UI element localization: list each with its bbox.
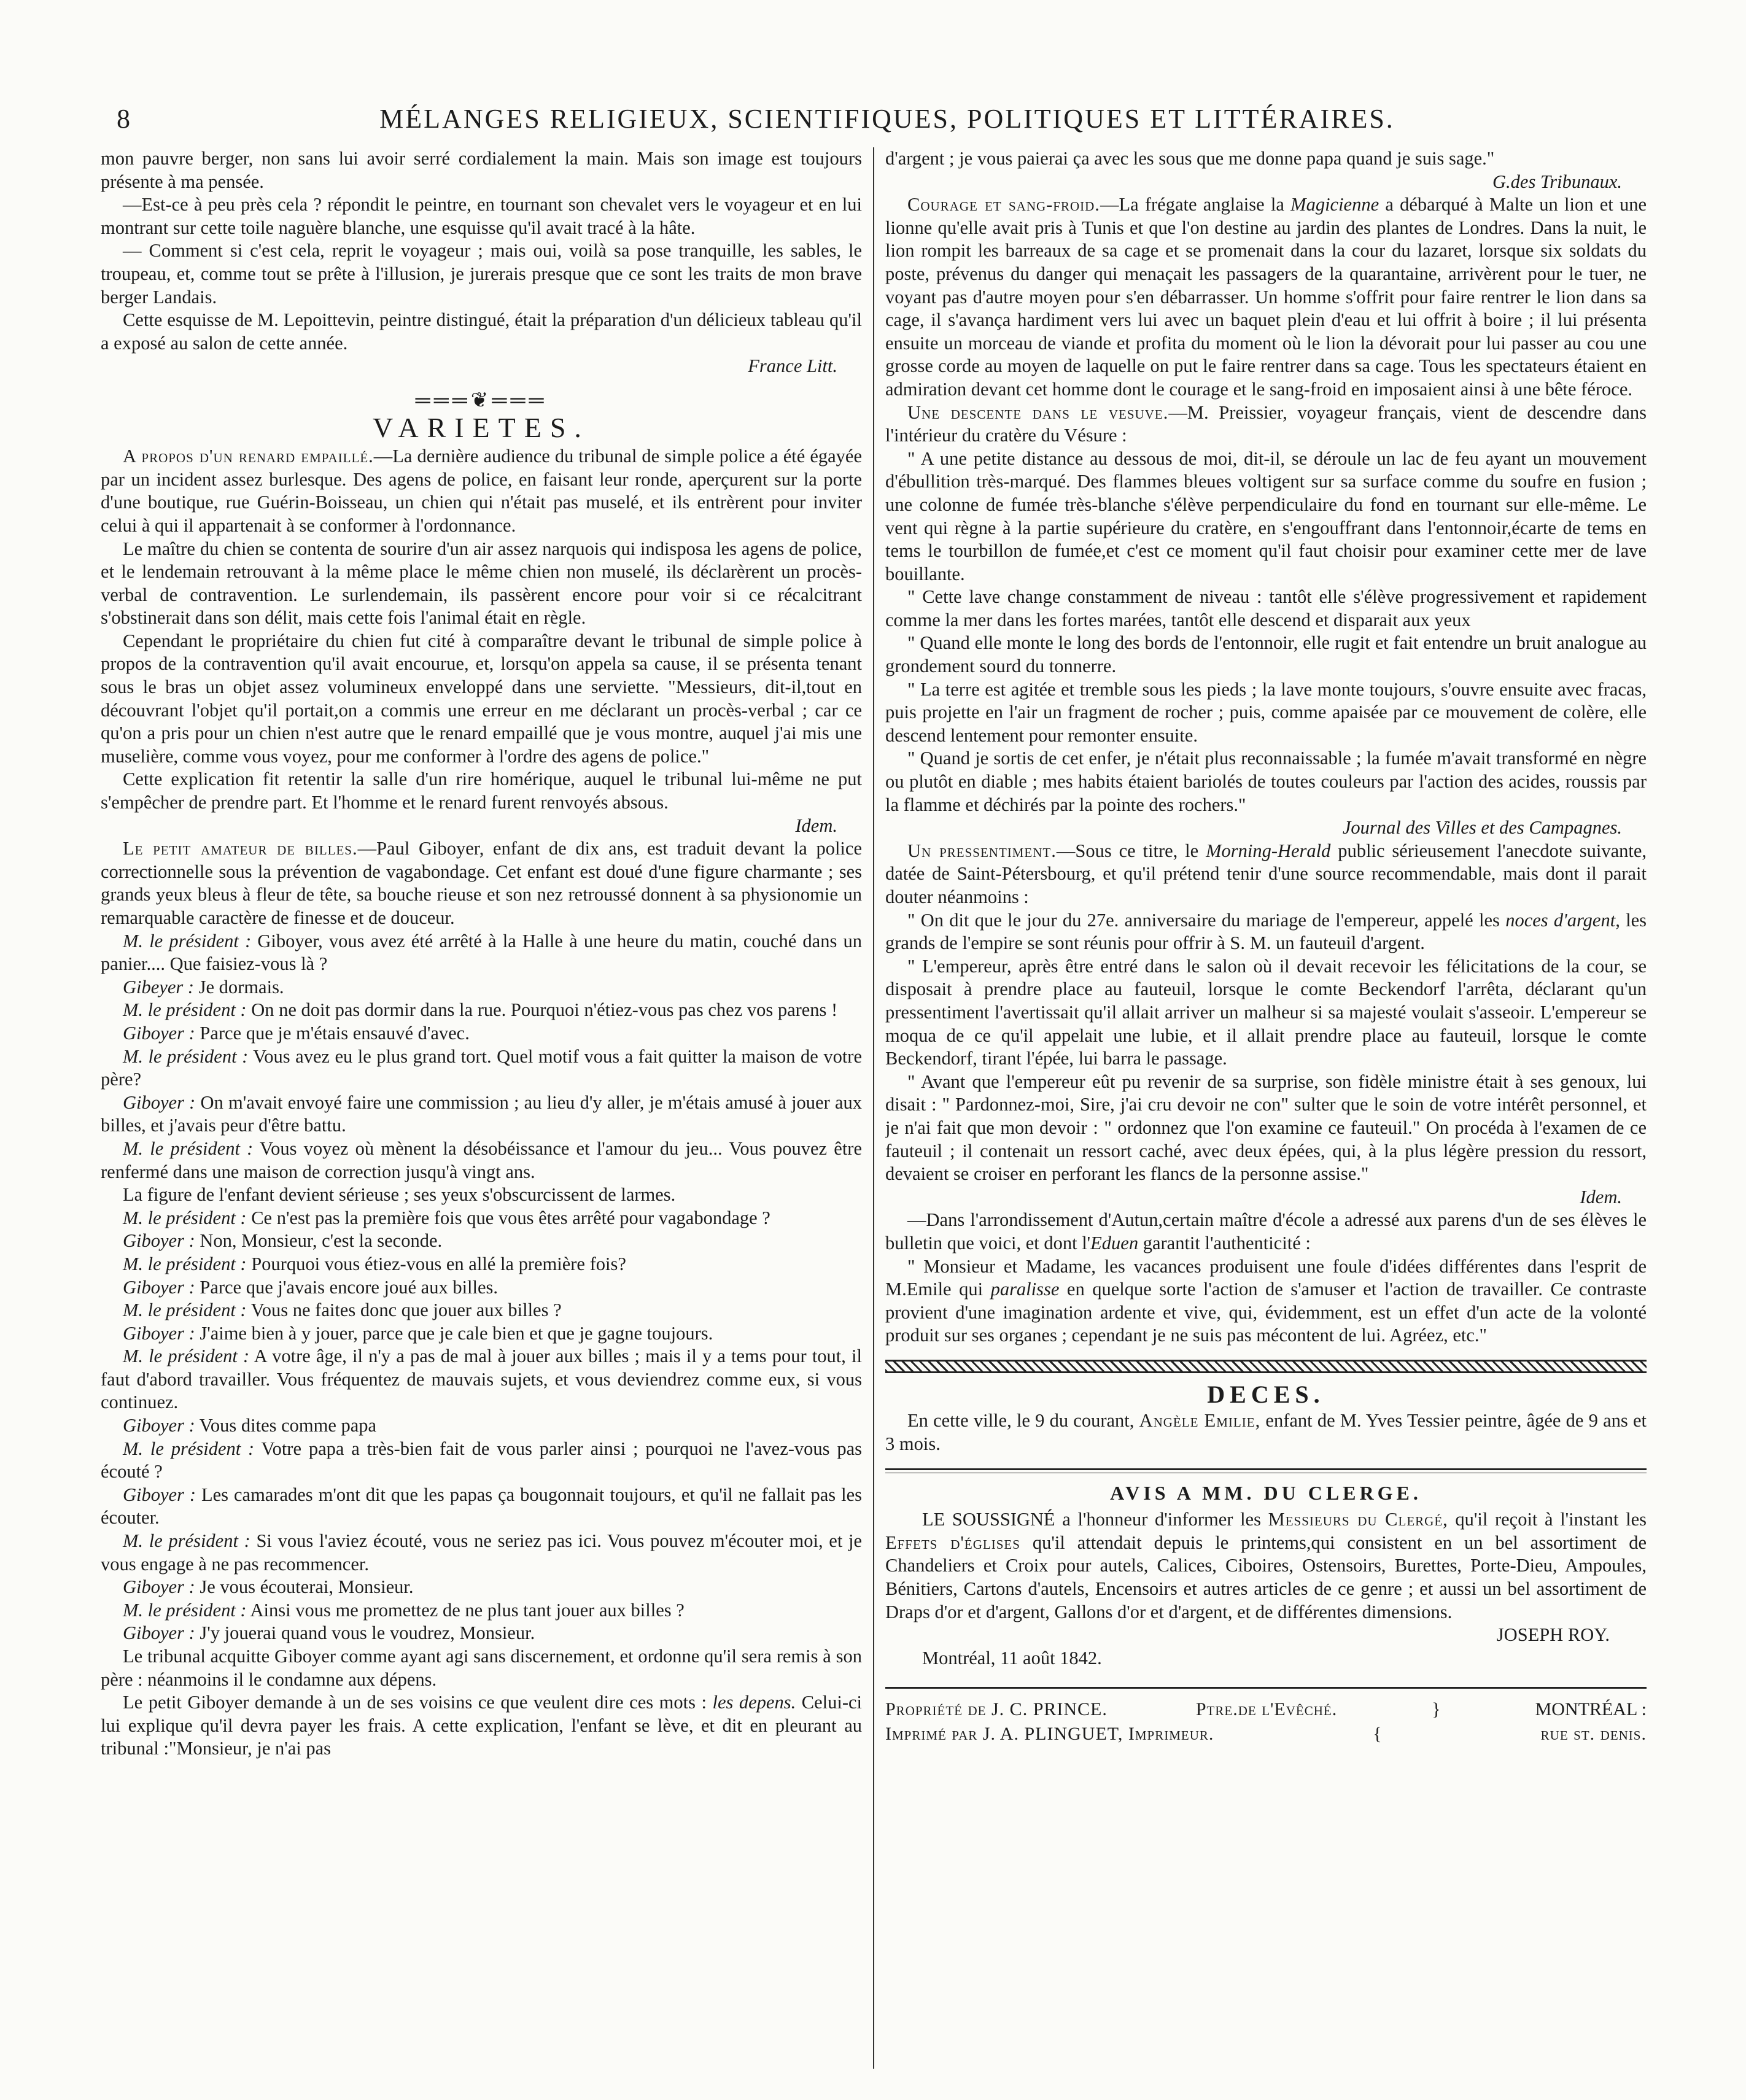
- paragraph: mon pauvre berger, non sans lui avoir serré cordialement la main. Mais son image est toujours présente à ma pensée.: [101, 148, 862, 192]
- paragraph: —Est-ce à peu près cela ? répondit le peintre, en tournant son chevalet vers le voyageur et en lui montrant sur cette toile naguère blanche, une esquisse qu'il avait tracé à la hâte.: [101, 194, 862, 238]
- paragraph: " Monsieur et Madame, les vacances produisent une foule d'idées différentes dans l'esprit de M.Emile qui paralisse en quelque sorte l'action de s'amuser et l'action de travailler. Ce contraste provient d'une imagination ardente et vive, qui, évidemment, est un effet d'un acte de la volonté produit sur ses organes ; cependant je ne suis pas mécontent de lui. Agréez, etc.": [885, 1255, 1647, 1346]
- ornamental-rule: [885, 1360, 1647, 1373]
- article-heading: Un pressentiment.: [907, 840, 1057, 861]
- paragraph: " Cette lave change constamment de niveau : tantôt elle s'élève progressivement et rapidement comme la mer dans les fortes marées, tantôt elle descend et disparait aux yeux: [885, 586, 1647, 630]
- paragraph: " Quand je sortis de cet enfer, je n'était plus reconnaissable ; la fumée m'avait transformé en nègre ou plutôt en diable ; mes habits étaient bariolés de toutes couleurs par l'action des acides, roussis par la flamme et déchirés par la pointe des rochers.": [885, 748, 1647, 815]
- article-heading: A propos d'un renard empaillé.: [123, 446, 374, 467]
- paragraph: Cependant le propriétaire du chien fut cité à comparaître devant le tribunal de simple police à propos de la contravention qu'il avait encourue, et, lorsqu'on appela sa cause, il se présenta tenant sous le bras un objet assez volumineux enveloppé dans une serviette. "Messieurs, dit-il,tout en découvrant l'objet qu'il portait,on a commis une erreur en me déclarant un procès-verbal ; car ce qu'on a pris pour un chien n'est autre que le renard empaillé que je vous montre, auquel j'ai mis une muselière, comme vous voyez, pour me conformer à l'ordre des agens de police.": [101, 630, 862, 767]
- dialogue-line: Giboyer : J'y jouerai quand vous le voudrez, Monsieur.: [123, 1622, 535, 1644]
- source-signature: Idem.: [795, 815, 837, 836]
- source-signature: Journal des Villes et des Campagnes.: [1342, 817, 1622, 839]
- notice-date: Montréal, 11 août 1842.: [922, 1647, 1102, 1668]
- article-courage: Courage et sang-froid.—La frégate anglaise la Magicienne a débarqué à Malte un lion et une lionne qu'elle avait pris à Tunis et que l'on destine au jardin des plantes de Londres. Dans la nuit, le lion rompit les barreaux de sa cage et se promenait dans la cour du lazaret, lorsque six soldats du poste, prévenus du danger qui menaçait les passagers de la quarantaine, arrivèrent pour le tuer, ne voyant pas d'autre moyen pour s'en débarrasser. Un homme s'offrit pour faire rentrer le lion dans sa cage, il s'avança hardiment vers lui avec un baquet plein d'eau et lui offrit à boire ; il lui présenta ensuite un morceau de viande et profita du moment où le lion la dévorait pour lui passer au cou une grosse corde au moyen de laquelle on put le faire rentrer dans sa cage. Tous les spectateurs étaient en admiration devant cet homme dont le courage et le sang-froid en imposaient ainsi à une bête féroce.: [885, 194, 1647, 400]
- imprint-city: MONTRÉAL :: [1535, 1699, 1647, 1720]
- running-head: [117, 103, 1658, 140]
- article-heading: Une descente dans le vesuve.: [907, 401, 1169, 423]
- imprint: [885, 1687, 1647, 1746]
- imprint-row: [885, 1697, 1647, 1722]
- imprint-address: Ptre.de l'Evêché.: [1195, 1699, 1338, 1720]
- right-column: [885, 147, 1647, 2069]
- paragraph: " L'empereur, après être entré dans le salon où il devait recevoir les félicitations de la cour, se disposait à prendre place au fauteuil, lorsque le comte Beckendorf l'arrêta, déclarant qu'un pressentiment l'avertissait qu'il allait arriver un malheur si sa majesté voulait s'asseoir. L'empereur se moqua de ce qu'il appelait une lubie, et il allait prendre place au fauteuil, lorsque le comte Beckendorf, tirant l'épée, lui barra le passage.: [885, 955, 1647, 1069]
- paragraph: Le maître du chien se contenta de sourire d'un air assez narquois qui indisposa les agens de police, et le lendemain retrouvant à la même place le même chien non muselé, ils déclarèrent un procès-verbal de contravention. Le surlendemain, ils passèrent encore pour voir si ce récalcitrant s'obstinerait dans son délit, mais cette fois l'animal était en règle.: [101, 538, 862, 629]
- dialogue-line: M. le président : Vous ne faites donc que jouer aux billes ?: [123, 1300, 562, 1321]
- dialogue-line: Giboyer : J'aime bien à y jouer, parce que je cale bien et que je gagne toujours.: [123, 1322, 713, 1344]
- paragraph: Le tribunal acquitte Giboyer comme ayant agi sans discernement, et ordonne qu'il sera remis à son père : néanmoins il le condamne aux dépens.: [101, 1646, 862, 1690]
- journal-title: MÉLANGES RELIGIEUX, SCIENTIFIQUES, POLITIQUES ET LITTÉRAIRES.: [379, 104, 1395, 134]
- paragraph: " Quand elle monte le long des bords de l'entonnoir, elle rugit et fait entendre un bruit analogue au grondement sourd du tonnerre.: [885, 632, 1647, 677]
- dialogue-line: M. le président : Pourquoi vous étiez-vous en allé la première fois?: [123, 1253, 626, 1274]
- section-title-avis: AVIS A MM. DU CLERGE.: [1110, 1481, 1422, 1504]
- paragraph: Cette esquisse de M. Lepoittevin, peintre distingué, était la préparation d'un délicieux tableau qu'il a exposé au salon de cette année.: [101, 309, 862, 354]
- article-vesuve: Une descente dans le vesuve.—M. Preissier, voyageur français, vient de descendre dans l'intérieur du cratère du Vésure :: [885, 401, 1647, 446]
- paragraph: La figure de l'enfant devient sérieuse ; ses yeux s'obscurcissent de larmes.: [123, 1184, 676, 1206]
- article-heading: Courage et sang-froid.: [907, 194, 1100, 215]
- section-title-deces: DECES.: [1207, 1380, 1325, 1408]
- paragraph: " Avant que l'empereur eût pu revenir de sa surprise, son fidèle ministre était à ses genoux, lui disait : " Pardonnez-moi, Sire, j'ai cru devoir ne con" sulter que le soin de votre intérêt personnel, et je n'ai fait que mon devoir : " ordonnez que l'on examine ce fauteuil." On procéda à l'examen de ce fauteuil ; il contenait un ressort caché, avec deux épées, qui, à la plus légère pression du ressort, devaient se croiser en perforant les flancs de la personne assise.": [885, 1071, 1647, 1185]
- imprint-row: [885, 1722, 1647, 1746]
- source-signature: Idem.: [1580, 1186, 1622, 1207]
- paragraph: d'argent ; je vous paierai ça avec les sous que me donne papa quand je suis sage.": [885, 148, 1495, 169]
- double-rule: [885, 1468, 1647, 1473]
- dialogue-line: Giboyer : Parce que j'avais encore joué aux billes.: [123, 1276, 499, 1298]
- paragraph: Cette explication fit retentir la salle d'un rire homérique, auquel le tribunal lui-même ne put s'empêcher de prendre part. Et l'homme et le renard furent renvoyés absous.: [101, 769, 862, 813]
- dialogue-line: M. le président : Ce n'est pas la première fois que vous êtes arrêté pour vagabondage ?: [123, 1207, 770, 1228]
- article-heading: Le petit amateur de billes.: [123, 838, 358, 859]
- source-signature: G.des Tribunaux.: [1492, 171, 1622, 192]
- paragraph: — Comment si c'est cela, reprit le voyageur ; mais oui, voilà sa pose tranquille, les sables, le troupeau, et, comme tout se prête à l'illusion, je jurerais presque que ce sont les traits de mon brave berger Landais.: [101, 240, 862, 308]
- paragraph: " La terre est agitée et tremble sous les pieds ; la lave monte toujours, s'ouvre ensuite avec fracas, puis projette en l'air un fragment de rocher ; puis, comme apaisée par ce mouvement de colère, elle descend lentement pour remonter ensuite.: [885, 678, 1647, 746]
- dialogue-line: M. le président : Ainsi vous me promettez de ne plus tant jouer aux billes ?: [123, 1599, 685, 1621]
- paragraph: Le petit Giboyer demande à un de ses voisins ce que veulent dire ces mots : les depens. Celui-ci lui explique qu'il devra payer les frais. A cette explication, l'enfant se lève, et dit en pleurant au tribunal :"Monsieur, je n'ai pas: [101, 1692, 862, 1759]
- dialogue-line: M. le président : Votre papa a très-bien fait de vous parler ainsi ; pourquoi ne l'avez-vous pas écouté ?: [101, 1438, 862, 1482]
- imprint-owner: Propriété de J. C. PRINCE.: [885, 1699, 1108, 1720]
- left-column: [101, 147, 862, 2069]
- article-autun: —Dans l'arrondissement d'Autun,certain maître d'école a adressé aux parens d'un de ses élèves le bulletin que voici, et dont l'Eduen garantit l'authenticité :: [885, 1209, 1647, 1253]
- dialogue-line: Giboyer : Vous dites comme papa: [123, 1415, 377, 1436]
- dialogue-line: Gibeyer : Je dormais.: [123, 976, 284, 998]
- imprint-printer: Imprimé par J. A. PLINGUET, Imprimeur.: [885, 1724, 1214, 1745]
- dialogue-line: M. le président : On ne doit pas dormir dans la rue. Pourquoi n'étiez-vous pas chez vos parens !: [123, 999, 838, 1021]
- column-divider: [873, 147, 874, 2069]
- paragraph: " On dit que le jour du 27e. anniversaire du mariage de l'empereur, appelé les noces d'argent, les grands de l'empire se sont réunis pour offrir à S. M. un fauteuil d'argent.: [885, 909, 1647, 954]
- article-pressentiment: Un pressentiment.—Sous ce titre, le Morning-Herald public sérieusement l'anecdote suivante, datée de Saint-Pétersbourg, et qu'il prétend tenir d'une source recommendable, mais dont il parait douter néanmoins :: [885, 840, 1647, 907]
- brace-glyph: {: [1373, 1724, 1382, 1745]
- notice-signature: JOSEPH ROY.: [1496, 1624, 1610, 1646]
- source-signature: France Litt.: [748, 355, 837, 377]
- dialogue-line: M. le président : A votre âge, il n'y a pas de mal à jouer aux billes ; mais il y a tems pour tout, il faut d'abord travailler. Vous fréquentez de mauvais sujets, et vous deviendrez comme eux, si vous continuez.: [101, 1346, 862, 1413]
- paragraph: " A une petite distance au dessous de moi, dit-il, se déroule un lac de feu ayant un mouvement d'ébullition très-marqué. Des flammes bleues voltigent sur sa surface comme du soufre en fusion ; une colonne de fumée très-blanche s'élève perpendiculaire du fond en tournant sur elle-même. Le vent qui règne à la partie supérieure du cratère, en s'engouffrant dans l'entonnoir,écarte de tems en tems le tourbillon de fumée,et c'est ce moment qu'il faut choisir pour examiner cette mer de lave bouillante.: [885, 448, 1647, 584]
- article-renard: A propos d'un renard empaillé.—La dernière audience du tribunal de simple police a été égayée par un incident assez burlesque. Des agens de police, en faisant leur ronde, aperçurent sur la porte d'une boutique, rue Guérin-Boisseau, un chien qui n'était pas muselé, et ils entrèrent pour inviter celui à qui il appartenait à se conformer à l'ordonnance.: [101, 446, 862, 536]
- dialogue-line: M. le président : Vous avez eu le plus grand tort. Quel motif vous a fait quitter la maison de votre père?: [101, 1045, 862, 1090]
- dialogue-line: M. le président : Giboyer, vous avez été arrêté à la Halle à une heure du matin, couché dans un panier.... Que faisiez-vous là ?: [101, 930, 862, 975]
- dialogue-line: M. le président : Vous voyez où mènent la désobéissance et l'amour du jeu... Vous pouvez être renfermé dans une maison de correction jusqu'à vingt ans.: [101, 1137, 862, 1182]
- dialogue-line: Giboyer : Non, Monsieur, c'est la seconde.: [123, 1230, 443, 1252]
- article-billes: Le petit amateur de billes.—Paul Giboyer, enfant de dix ans, est traduit devant la police correctionnelle sous la prévention de vagabondage. Cet enfant est doué d'une figure charmante ; ses grands yeux bleus à fleur de tête, sa bouche rieuse et son nez retroussé donnent à sa physionomie un remarquable caractère de finesse et de douceur.: [101, 838, 862, 928]
- notice-body: LE SOUSSIGNÉ a l'honneur d'informer les Messieurs du Clergé, qu'il reçoit à l'instant les Effets d'églises qu'il attendait depuis le printems,qui consistent en un bel assortiment de Chandeliers et Croix pour autels, Calices, Ciboires, Ostensoirs, Burettes, Porte-Dieu, Ampoules, Bénitiers, Cartons d'autels, Encensoirs et autres articles de ce genre ; et aussi un bel assortiment de Draps d'or et d'argent, Gallons d'or et d'argent, et de différentes dimensions.: [885, 1509, 1647, 1622]
- dialogue-line: Giboyer : Je vous écouterai, Monsieur.: [123, 1576, 414, 1598]
- dialogue-line: M. le président : Si vous l'aviez écouté, vous ne seriez pas ici. Vous pouvez m'écouter moi, et je vous engage à ne pas recommencer.: [101, 1530, 862, 1575]
- page-number: 8: [117, 104, 130, 134]
- death-notice: En cette ville, le 9 du courant, Angèle Emilie, enfant de M. Yves Tessier peintre, âgée de 9 ans et 3 mois.: [885, 1410, 1647, 1455]
- brace-glyph: }: [1432, 1699, 1441, 1720]
- imprint-street: rue st. denis.: [1540, 1724, 1647, 1745]
- ornament-divider: ═══❦═══: [415, 389, 548, 412]
- dialogue-line: Giboyer : On m'avait envoyé faire une commission ; au lieu d'y aller, je m'étais amusé à jouer aux billes, et j'avais peur d'être battu.: [101, 1091, 862, 1136]
- section-title-varietes: VARIETES.: [373, 411, 590, 443]
- dialogue-line: Giboyer : Parce que je m'étais ensauvé d'avec.: [123, 1022, 470, 1044]
- dialogue-line: Giboyer : Les camarades m'ont dit que les papas ça bougonnait toujours, et qu'il ne fallait pas les écouter.: [101, 1484, 862, 1529]
